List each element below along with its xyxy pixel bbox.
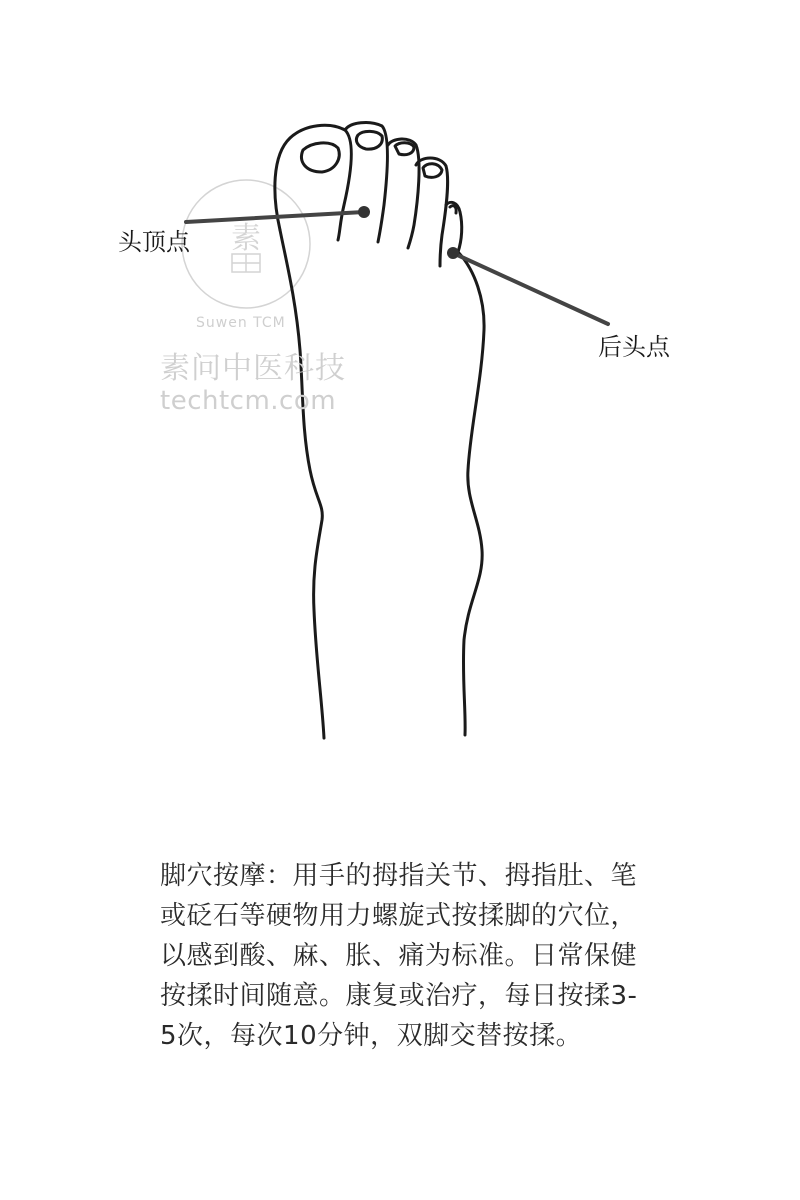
- second-toe-nail: [356, 131, 382, 149]
- little-toe: [446, 202, 462, 252]
- watermark-name: 素问中医科技: [160, 351, 346, 386]
- foot-lateral-side: [458, 252, 484, 735]
- label-head-top-point: 头顶点: [118, 228, 190, 256]
- fourth-toe-nail: [423, 164, 442, 178]
- big-toe: [275, 125, 351, 240]
- watermark-seal-char: 素: [231, 221, 261, 256]
- head-top-point-marker: [358, 206, 370, 218]
- big-toe-nail: [302, 143, 340, 172]
- massage-instructions: 脚穴按摩：用手的拇指关节、拇指肚、笔或砭石等硬物用力螺旋式按揉脚的穴位，以感到酸、麻、胀、痛为标准。日常保健按揉时间随意。康复或治疗，每日按揉3-5次，每次10分钟，双脚交替按揉。: [160, 861, 638, 1051]
- fourth-toe: [416, 158, 448, 266]
- little-toe-nail: [450, 206, 456, 213]
- foot-medial-side: [280, 230, 324, 738]
- watermark-brand: Suwen TCM: [196, 315, 286, 331]
- third-toe-nail: [395, 143, 414, 155]
- pointer-back-head: [447, 247, 608, 324]
- label-back-head-point: 后头点: [598, 333, 670, 361]
- watermark-url: techtcm.com: [160, 386, 337, 416]
- back-head-point-marker: [447, 247, 459, 259]
